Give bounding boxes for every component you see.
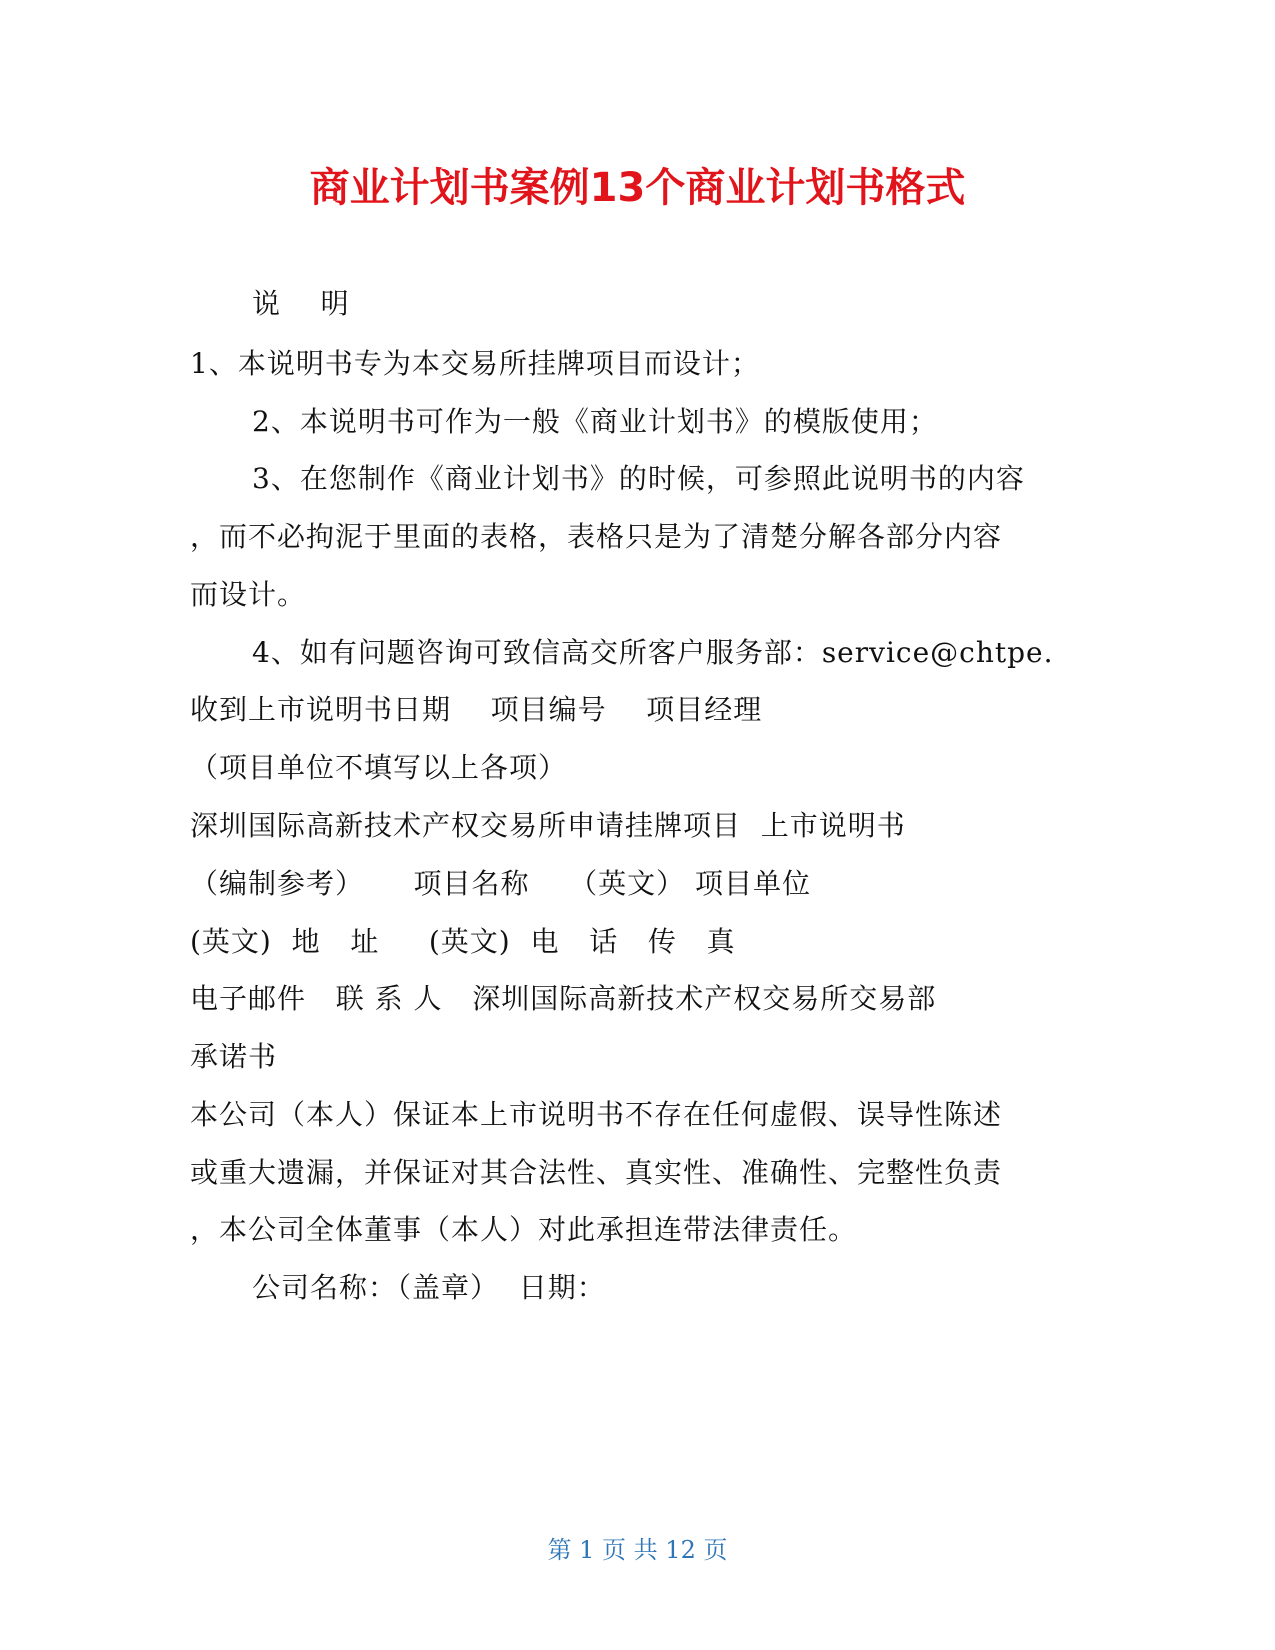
commitment-line: 或重大遗漏，并保证对其合法性、真实性、准确性、完整性负责	[190, 1156, 1003, 1189]
section-heading-shuoming: 说 明	[252, 287, 350, 320]
page-number-footer: 第 1 页 共 12 页	[547, 1536, 728, 1564]
paragraph-line: ，而不必拘泥于里面的表格，表格只是为了清楚分解各部分内容	[190, 520, 1003, 553]
commitment-heading: 承诺书	[190, 1040, 278, 1073]
paragraph-line: 而设计。	[190, 578, 307, 611]
form-note-line: （项目单位不填写以上各项）	[190, 751, 568, 784]
form-field-line: （编制参考） 项目名称 （英文） 项目单位	[190, 867, 812, 900]
paragraph-line: 3、在您制作《商业计划书》的时候，可参照此说明书的内容	[252, 462, 1025, 495]
paragraph-line: 4、如有问题咨询可致信高交所客户服务部：service@chtpe.	[252, 636, 1054, 669]
form-field-line: 电子邮件 联 系 人 深圳国际高新技术产权交易所交易部	[190, 982, 937, 1015]
signature-line: 公司名称：（盖章） 日期：	[252, 1271, 606, 1304]
form-field-line: 收到上市说明书日期 项目编号 项目经理	[190, 693, 763, 726]
form-field-line: (英文) 地 址 (英文) 电 话 传 真	[190, 925, 736, 958]
commitment-line: 本公司（本人）保证本上市说明书不存在任何虚假、误导性陈述	[190, 1098, 1003, 1131]
document-title: 商业计划书案例13个商业计划书格式	[309, 165, 966, 211]
commitment-line: ，本公司全体董事（本人）对此承担连带法律责任。	[190, 1213, 858, 1246]
paragraph-line: 1、本说明书专为本交易所挂牌项目而设计；	[190, 347, 760, 380]
form-heading-line: 深圳国际高新技术产权交易所申请挂牌项目 上市说明书	[190, 809, 906, 842]
paragraph-line: 2、本说明书可作为一般《商业计划书》的模版使用；	[252, 405, 938, 438]
